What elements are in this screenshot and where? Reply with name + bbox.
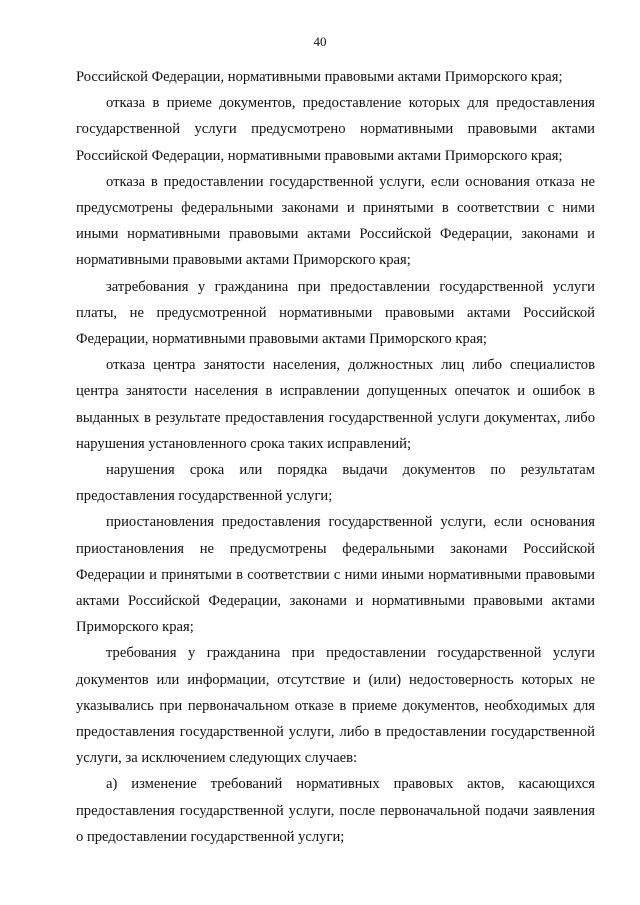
document-body xyxy=(76,64,595,850)
paragraph-continuation: Российской Федерации, нормативными правовыми актами Приморского края; xyxy=(76,69,563,85)
paragraph-list-item-a: а) изменение требований нормативных правовых актов, касающихся предоставления государственной услуги, после первоначальной подачи заявления о предоставлении государственной услуги; xyxy=(76,776,595,845)
paragraph: отказа центра занятости населения, должностных лиц либо специалистов центра занятости населения в исправлении допущенных опечаток и ошибок в выданных в результате предоставления государственной услуги документах, либо нарушения установленного срока таких исправлений; xyxy=(76,357,595,452)
paragraph: требования у гражданина при предоставлении государственной услуги документов или информации, отсутствие и (или) недостоверность которых не указывались при первоначальном отказе в приеме документов, необходимых для предоставления государственной услуги, либо в предоставлении государственной услуги, за исключением следующих случаев: xyxy=(76,645,595,767)
page-number: 40 xyxy=(313,34,327,49)
paragraph: отказа в приеме документов, предоставление которых для предоставления государственной услуги предусмотрено нормативными правовыми актами Российской Федерации, нормативными правовыми актами Приморского края; xyxy=(76,95,595,164)
paragraph: отказа в предоставлении государственной услуги, если основания отказа не предусмотрены федеральными законами и принятыми в соответствии с ними иными нормативными правовыми актами Российской Федерации, законами и нормативными правовыми актами Приморского края; xyxy=(76,173,595,269)
paragraph: приостановления предоставления государственной услуги, если основания приостановления не предусмотрены федеральными законами Российской Федерации и принятыми в соответствии с ними иными нормативными правовыми актами Российской Федерации, законами и нормативными правовыми актами Приморского края; xyxy=(76,514,595,636)
paragraph: затребования у гражданина при предоставлении государственной услуги платы, не предусмотренной нормативными правовыми актами Российской Федерации, нормативными правовыми актами Приморского края; xyxy=(76,278,595,348)
paragraph: нарушения срока или порядка выдачи документов по результатам предоставления государственной услуги; xyxy=(76,462,595,505)
